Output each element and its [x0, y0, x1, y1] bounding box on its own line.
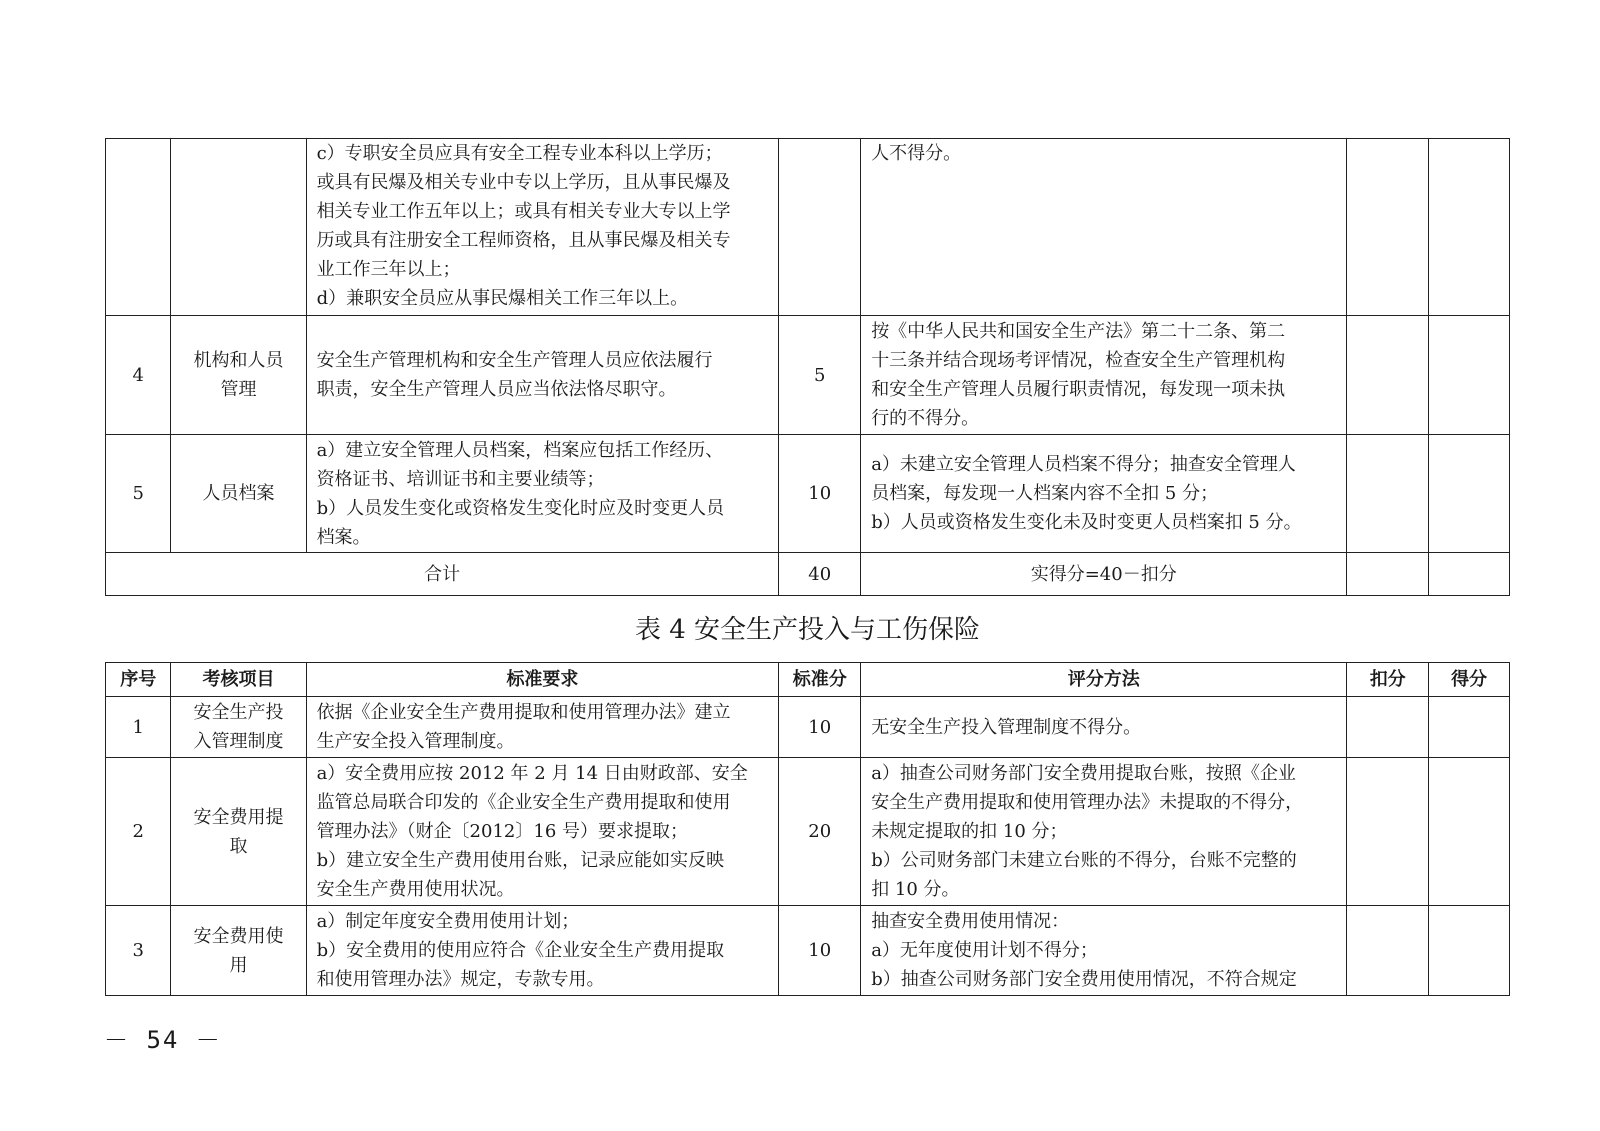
item-line: 取 — [229, 835, 248, 857]
method-line: 十三条并结合现场考评情况，检查安全生产管理机构 — [871, 350, 1286, 371]
score-cell: 5 — [779, 316, 861, 435]
deduct-cell — [1347, 316, 1429, 435]
page-number: － 54 － — [104, 1026, 222, 1054]
standard-line: c）专职安全员应具有安全工程专业本科以上学历； — [316, 143, 723, 164]
method-line: b）人员或资格发生变化未及时变更人员档案扣 5 分。 — [871, 512, 1302, 533]
standard-line: 安全生产管理机构和安全生产管理人员应依法履行 — [316, 350, 713, 371]
standard-line: 生产安全投入管理制度。 — [316, 731, 515, 752]
standard-line: a）安全费用应按 2012 年 2 月 14 日由财政部、安全 — [316, 763, 748, 784]
header-item: 考核项目 — [171, 663, 306, 697]
method-line: a）无年度使用计划不得分； — [871, 940, 1098, 961]
item-line: 人员档案 — [202, 483, 275, 504]
earned-cell — [1429, 906, 1510, 996]
table-title: 表 4 安全生产投入与工伤保险 — [634, 615, 981, 645]
standard-line: a）制定年度安全费用使用计划； — [316, 911, 580, 932]
no-cell: 5 — [106, 435, 171, 553]
earned-cell — [1429, 697, 1510, 758]
item-line: 安全费用使 — [193, 925, 284, 947]
method-line: 抽查安全费用使用情况： — [871, 911, 1070, 932]
method-line: 人不得分。 — [871, 143, 962, 164]
header-deduct: 扣分 — [1347, 663, 1429, 697]
score-cell: 10 — [779, 906, 861, 996]
method-cell — [861, 758, 1347, 906]
earned-cell — [1429, 758, 1510, 906]
no-cell — [106, 139, 171, 316]
deduct-cell — [1347, 553, 1429, 596]
assessment-table — [105, 662, 1510, 996]
table-row — [106, 697, 1510, 758]
assessment-table-continued — [105, 138, 1510, 596]
table-row — [106, 435, 1510, 553]
item-cell — [171, 697, 306, 758]
deduct-cell — [1347, 758, 1429, 906]
no-cell: 1 — [106, 697, 171, 758]
item-line: 安全生产投 — [193, 702, 284, 723]
no-cell: 2 — [106, 758, 171, 906]
total-row — [106, 553, 1510, 596]
deduct-cell — [1347, 697, 1429, 758]
item-line: 安全费用提 — [193, 806, 284, 828]
standard-line: 职责，安全生产管理人员应当依法恪尽职守。 — [316, 379, 677, 400]
standard-cell — [306, 435, 779, 553]
header-row — [106, 663, 1510, 697]
method-cell — [861, 906, 1347, 996]
no-cell: 4 — [106, 316, 171, 435]
method-line: 无安全生产投入管理制度不得分。 — [871, 716, 1142, 738]
item-cell — [171, 139, 306, 316]
standard-line: 资格证书、培训证书和主要业绩等； — [316, 468, 605, 490]
item-cell — [171, 435, 306, 553]
item-line: 机构和人员 — [193, 350, 284, 371]
score-cell — [779, 139, 861, 316]
method-line: 和安全生产管理人员履行职责情况，每发现一项未执 — [871, 379, 1286, 400]
standard-line: b）安全费用的使用应符合《企业安全生产费用提取 — [316, 940, 725, 961]
no-cell: 3 — [106, 906, 171, 996]
item-line: 入管理制度 — [193, 731, 284, 752]
total-score: 40 — [779, 553, 861, 596]
table-row — [106, 139, 1510, 316]
method-line: 行的不得分。 — [871, 408, 980, 429]
method-line: 员档案，每发现一人档案内容不全扣 5 分； — [871, 483, 1219, 504]
header-method: 评分方法 — [861, 663, 1347, 697]
method-line: b）公司财务部门未建立台账的不得分，台账不完整的 — [871, 850, 1297, 871]
score-cell: 20 — [779, 758, 861, 906]
standard-line: 或具有民爆及相关专业中专以上学历，且从事民爆及 — [316, 172, 731, 193]
deduct-cell — [1347, 139, 1429, 316]
standard-cell — [306, 316, 779, 435]
earned-cell — [1429, 316, 1510, 435]
method-line: 安全生产费用提取和使用管理办法》未提取的不得分， — [871, 792, 1304, 813]
earned-cell — [1429, 139, 1510, 316]
standard-cell — [306, 906, 779, 996]
header-score: 标准分 — [779, 663, 861, 697]
item-cell — [171, 906, 306, 996]
method-line: 未规定提取的扣 10 分； — [871, 821, 1068, 842]
method-line: 扣 10 分。 — [871, 879, 960, 900]
standard-cell — [306, 697, 779, 758]
method-cell — [861, 435, 1347, 553]
method-line: a）抽查公司财务部门安全费用提取台账，按照《企业 — [871, 763, 1296, 784]
item-cell — [171, 758, 306, 906]
total-label: 合计 — [106, 553, 779, 596]
standard-line: b）人员发生变化或资格发生变化时应及时变更人员 — [316, 497, 725, 519]
standard-line: 和使用管理办法》规定，专款专用。 — [316, 969, 605, 990]
score-cell: 10 — [779, 435, 861, 553]
standard-line: b）建立安全生产费用使用台账，记录应能如实反映 — [316, 850, 725, 871]
standard-line: 依据《企业安全生产费用提取和使用管理办法》建立 — [316, 702, 731, 723]
standard-line: 安全生产费用使用状况。 — [316, 879, 515, 900]
earned-cell — [1429, 435, 1510, 553]
total-formula: 实得分=40－扣分 — [861, 553, 1347, 596]
table-row — [106, 758, 1510, 906]
method-cell — [861, 697, 1347, 758]
standard-line: a）建立安全管理人员档案，档案应包括工作经历、 — [316, 439, 724, 461]
standard-line: 业工作三年以上； — [316, 259, 461, 280]
standard-cell — [306, 139, 779, 316]
item-line: 管理 — [220, 379, 257, 400]
standard-line: 相关专业工作五年以上；或具有相关专业大专以上学 — [316, 201, 731, 222]
method-cell — [861, 316, 1347, 435]
score-cell: 10 — [779, 697, 861, 758]
item-cell — [171, 316, 306, 435]
standard-line: 监管总局联合印发的《企业安全生产费用提取和使用 — [316, 792, 731, 813]
deduct-cell — [1347, 435, 1429, 553]
table-row — [106, 316, 1510, 435]
header-standard: 标准要求 — [306, 663, 779, 697]
header-earned: 得分 — [1429, 663, 1510, 697]
earned-cell — [1429, 553, 1510, 596]
table-row — [106, 906, 1510, 996]
standard-line: 管理办法》（财企〔2012〕16 号）要求提取； — [316, 821, 688, 842]
deduct-cell — [1347, 906, 1429, 996]
method-line: b）抽查公司财务部门安全费用使用情况，不符合规定 — [871, 969, 1297, 990]
item-line: 用 — [229, 954, 248, 976]
standard-cell — [306, 758, 779, 906]
standard-line: 档案。 — [316, 526, 371, 548]
standard-line: d）兼职安全员应从事民爆相关工作三年以上。 — [316, 288, 689, 309]
method-cell — [861, 139, 1347, 316]
header-no: 序号 — [106, 663, 171, 697]
method-line: 按《中华人民共和国安全生产法》第二十二条、第二 — [871, 321, 1286, 342]
standard-line: 历或具有注册安全工程师资格，且从事民爆及相关专 — [316, 230, 731, 251]
method-line: a）未建立安全管理人员档案不得分；抽查安全管理人 — [871, 454, 1296, 475]
